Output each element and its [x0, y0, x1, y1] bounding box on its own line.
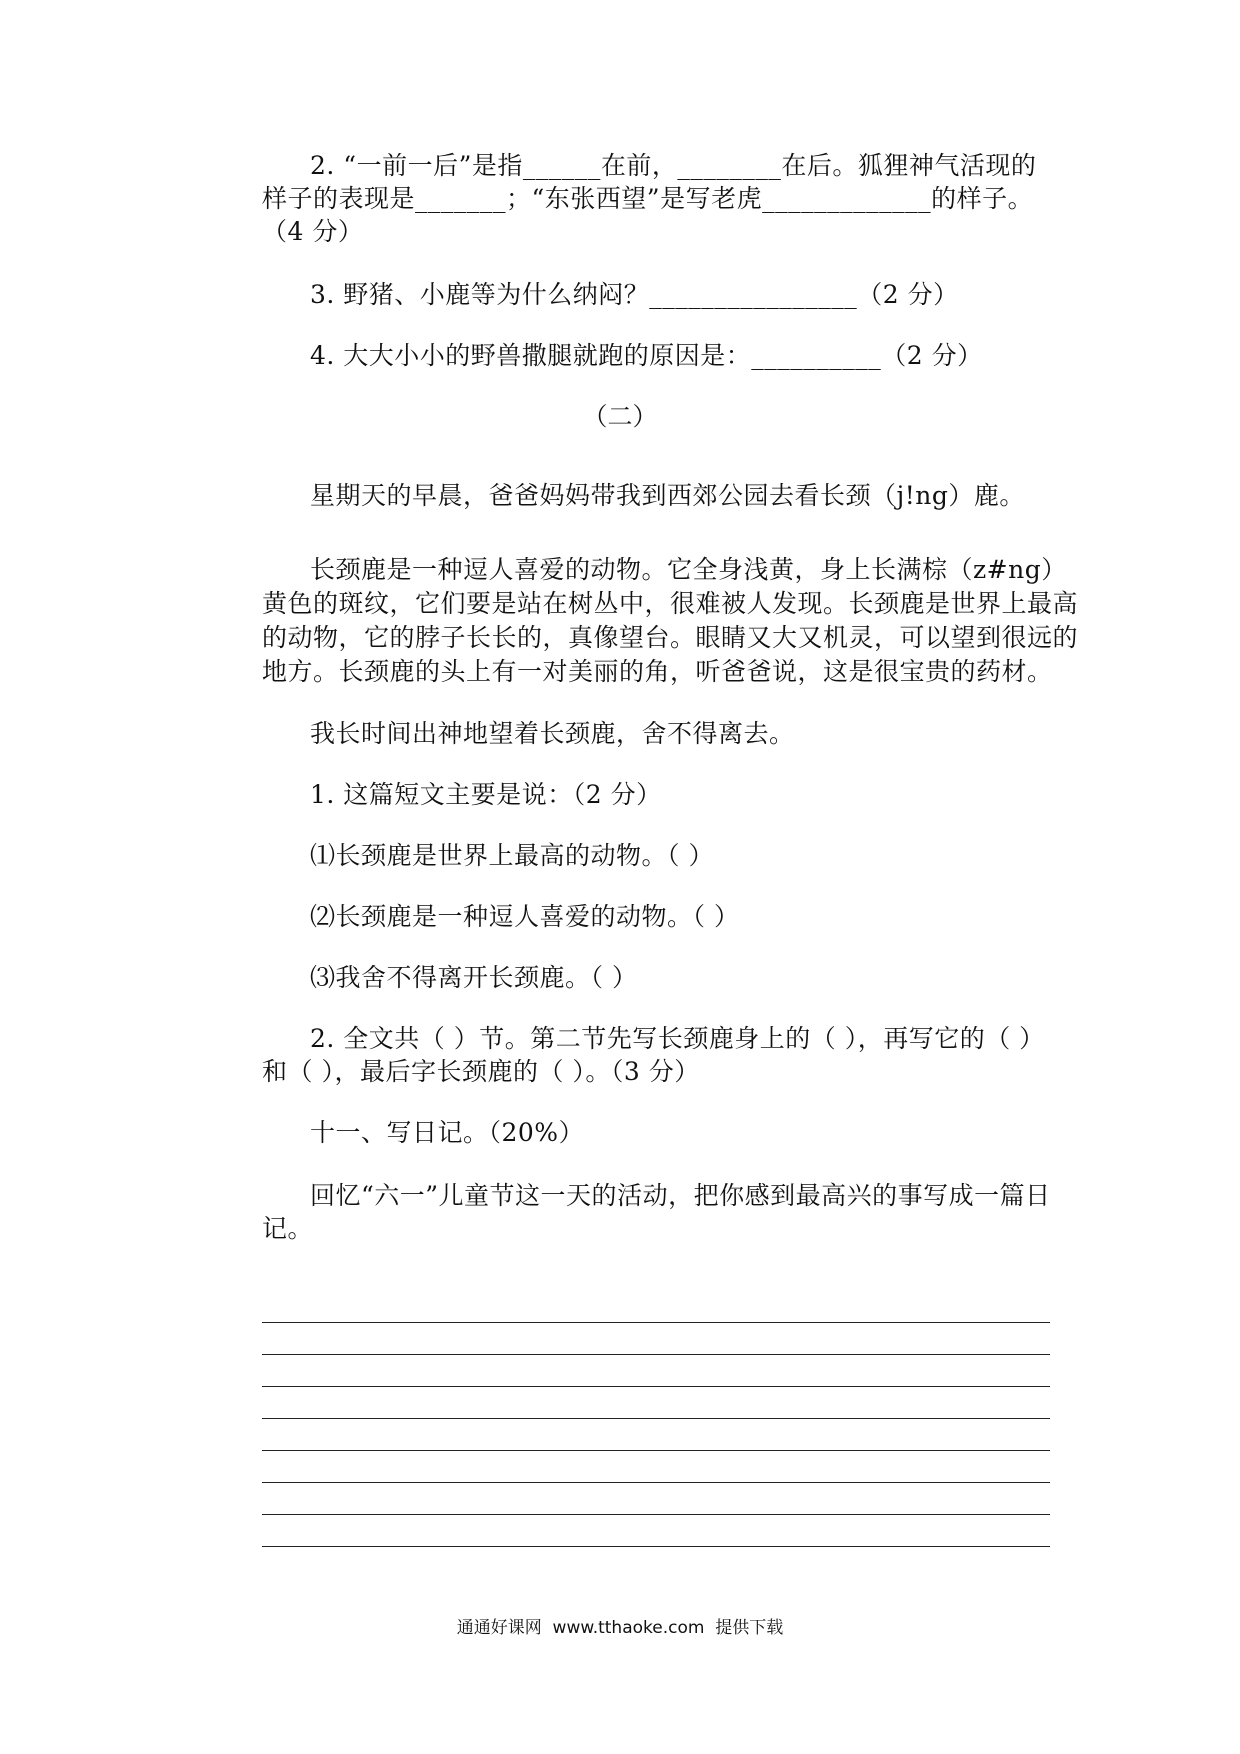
writing-line [262, 1354, 1050, 1355]
writing-line [262, 1482, 1050, 1483]
section-heading-11: 十一、写日记。（20%） [310, 1118, 585, 1147]
writing-line [262, 1386, 1050, 1387]
section-heading-2: （二） [582, 402, 658, 431]
diary-prompt-line-1: 回忆“六一”儿童节这一天的活动，把你感到最高兴的事写成一篇日 [310, 1181, 1051, 1210]
writing-line [262, 1514, 1050, 1515]
passage-paragraph-2-line-2: 黄色的斑纹，它们要是站在树丛中，很难被人发现。长颈鹿是世界上最高 [262, 589, 1079, 618]
passage-paragraph-1: 星期天的早晨，爸爸妈妈带我到西郊公园去看长颈（j!ng）鹿。 [310, 481, 1025, 510]
writing-line [262, 1322, 1050, 1323]
question-4: 4. 大大小小的野兽撒腿就跑的原因是：__________（2 分） [310, 341, 983, 370]
passage-paragraph-3: 我长时间出神地望着长颈鹿，舍不得离去。 [310, 719, 795, 748]
writing-line [262, 1546, 1050, 1547]
page-footer: 通通好课网 www.tthaoke.com 提供下载 [456, 1618, 784, 1638]
question-2-line-1: 2. “一前一后”是指______在前，________在后。狐狸神气活现的 [310, 151, 1037, 180]
passage-question-2-line-2: 和（ ），最后字长颈鹿的（ ）。（3 分） [262, 1057, 700, 1086]
passage-paragraph-2-line-4: 地方。长颈鹿的头上有一对美丽的角，听爸爸说，这是很宝贵的药材。 [262, 657, 1053, 686]
diary-prompt-line-2: 记。 [262, 1214, 314, 1243]
question-3: 3. 野猪、小鹿等为什么纳闷？________________（2 分） [310, 280, 959, 309]
passage-question-1-option-1: ⑴长颈鹿是世界上最高的动物。（ ） [310, 841, 714, 870]
passage-paragraph-2-line-1: 长颈鹿是一种逗人喜爱的动物。它全身浅黄，身上长满棕（z#ng） [310, 555, 1067, 584]
passage-question-2-line-1: 2. 全文共（ ）节。第二节先写长颈鹿身上的（ ），再写它的（ ） [310, 1024, 1045, 1053]
question-2-line-2: 样子的表现是_______；“东张西望”是写老虎_____________的样子。 [262, 184, 1034, 213]
passage-question-1: 1. 这篇短文主要是说：（2 分） [310, 780, 662, 809]
writing-line [262, 1418, 1050, 1419]
writing-line [262, 1450, 1050, 1451]
question-2-line-3: （4 分） [262, 217, 364, 246]
passage-question-1-option-2: ⑵长颈鹿是一种逗人喜爱的动物。（ ） [310, 902, 740, 931]
passage-question-1-option-3: ⑶我舍不得离开长颈鹿。（ ） [310, 963, 638, 992]
passage-paragraph-2-line-3: 的动物，它的脖子长长的，真像望台。眼睛又大又机灵，可以望到很远的 [262, 623, 1079, 652]
